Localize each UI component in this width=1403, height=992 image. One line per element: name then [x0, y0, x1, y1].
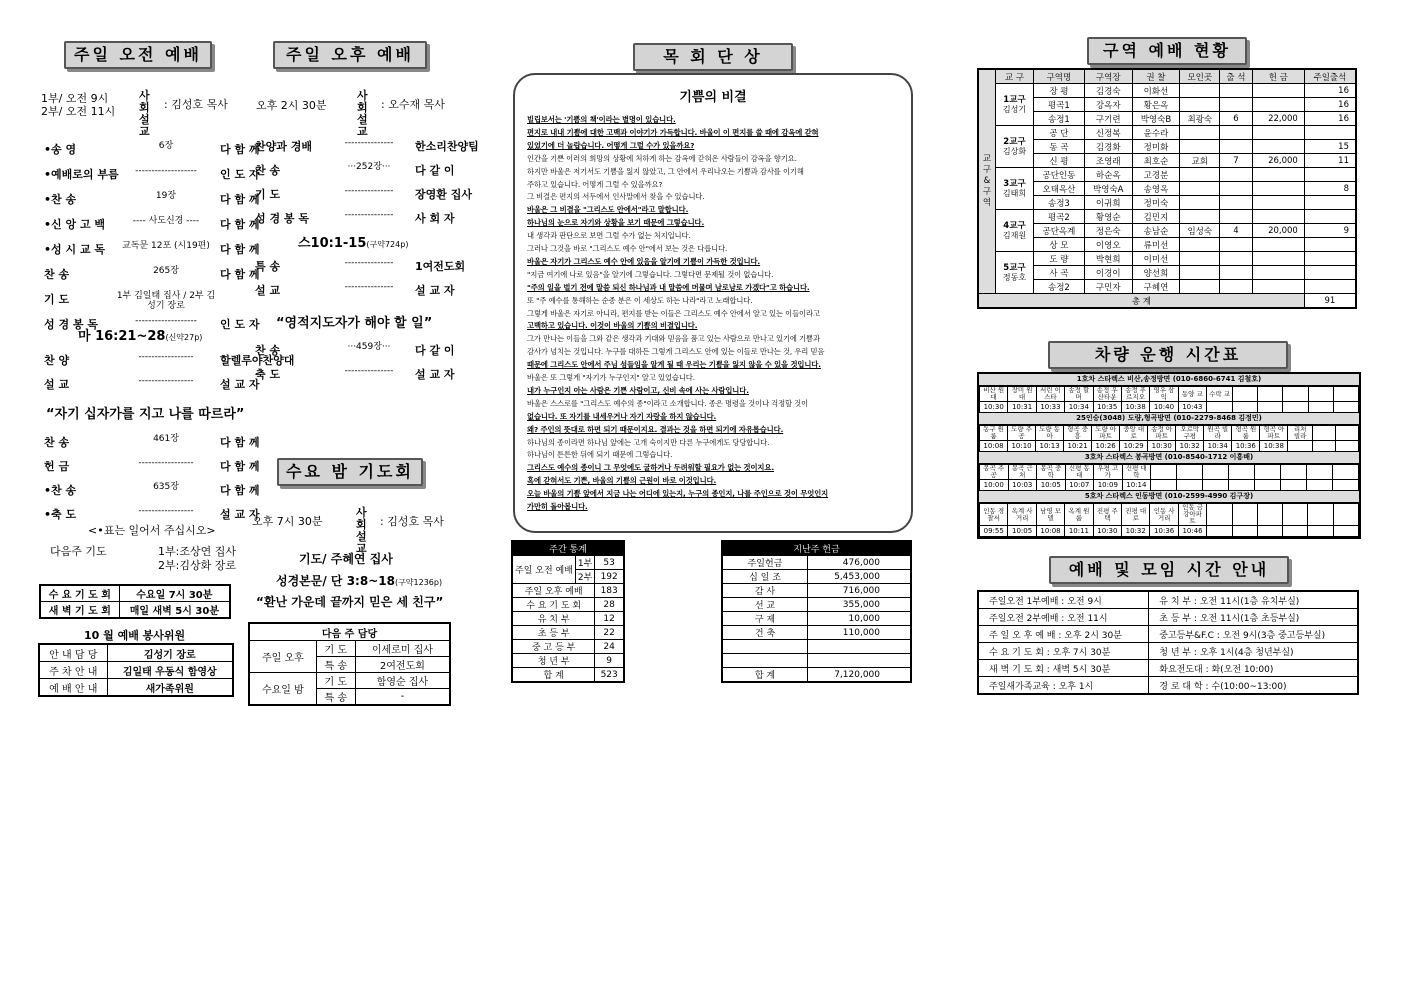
order-item-label: 찬 송	[44, 436, 70, 449]
table-row: 주일 오후 예배 183	[512, 584, 624, 598]
order-item-label: 찬 송	[44, 268, 70, 281]
order-item-label: 찬 송	[255, 164, 281, 177]
table-row: 유 치 부 12	[512, 612, 624, 626]
table-row: 주 일 오 후 예 배 : 오후 2시 30분 중고등부&F.C : 오전 9시(3층 중고등부실)	[978, 626, 1358, 643]
order-item-detail: 1부 김일태 집사 / 2부 김성기 장로	[116, 291, 216, 311]
order-item-label: 성 경 봉 독	[44, 318, 98, 331]
order-item-detail: 635장	[153, 482, 179, 492]
wednesday-leader: : 김성호 목사	[380, 515, 444, 528]
order-item-label: 찬 송	[255, 344, 281, 357]
next-week-duty-table	[248, 622, 451, 706]
table-row: 안 내 담 당 김성기 장로	[39, 644, 233, 662]
sermon-line: 그리스도 예수의 종이니 그 무엇에도 굴하거나 두려워할 필요가 없는 것이지요.	[527, 463, 774, 473]
order-item-detail: -------------------	[135, 316, 197, 326]
column-header: 교 구	[996, 69, 1034, 84]
offering-table	[721, 540, 912, 683]
table-row: 10:00 10:03 10:05 10:07 10:09 10:14	[980, 480, 1359, 491]
order-item-label: 설 교	[255, 284, 281, 297]
pastor-column-heading: 기쁨의 비결	[679, 90, 747, 105]
order-item-label: 기 도	[255, 188, 281, 201]
table-row: 십 일 조 5,453,000	[722, 570, 911, 584]
table-row: 인동 경찰서 옥계 사거리 남영 모델 옥계 원룸 진평 주택 진평 대로 인동 사거리 인동 금강아파트	[980, 504, 1359, 526]
sermon-line: 고백하고 있습니다. 이것이 바울의 기쁨의 비결입니다.	[527, 321, 698, 331]
column-header: 주일출석	[1304, 69, 1356, 84]
table-row: 송정1 구기련 박영숙B 최광숙 6 22,000 16	[978, 112, 1356, 126]
table-row: 새 벽 기 도 회 매일 새벽 5시 30분	[40, 602, 230, 619]
table-row: 주일 오후 기 도 이세로미 집사	[249, 641, 450, 657]
sermon-line: 그가 만나는 이들을 그와 같은 생각과 기대와 믿음을 품고 있는 사람으로 만나고 있기에 기쁨과	[527, 334, 820, 344]
sermon-line: 바울은 그 비결을 "그리스도 안에서"라고 말합니다.	[527, 205, 689, 215]
bus-route-name: 1호차 스타렉스 비산,송정방면 (010-6860-6741 김철호)	[979, 374, 1359, 386]
morning-time-1: 1부/ 오전 9시	[41, 92, 109, 105]
cell-worship-title: 구역 예배 현황	[1087, 37, 1247, 65]
bus-timetable	[979, 464, 1359, 491]
column-header: 출 석	[1220, 69, 1252, 84]
order-item-person: 다 함 께	[220, 484, 260, 497]
standing-note: <•표는 일어서 주십시오>	[88, 524, 216, 537]
order-item-detail: ···459장···	[347, 342, 391, 352]
sermon-line: 하지만 바울은 저기서도 기쁨을 잃지 않았고, 그 안에서 우리나오는 기쁨과 감사를 이기해	[527, 166, 804, 176]
order-item-label: •송 영	[44, 143, 77, 156]
table-row: 중 고 등 부 24	[512, 640, 624, 654]
table-row: 선 교 355,000	[722, 598, 911, 612]
column-header: 모인곳	[1180, 69, 1220, 84]
bus-route-name: 5호차 스타렉스 인동방면 (010-2599-4990 김구장)	[979, 491, 1359, 503]
bus-timetable	[979, 503, 1359, 537]
sermon-line: 하나님의 눈으로 자기와 상황을 보기 때문에 그렇습니다.	[527, 218, 705, 228]
sermon-line: 그 비결은 편지의 서두에서 인사말에서 찾을 수 있습니다.	[527, 192, 705, 202]
table-row: 특 송 2여전도회	[249, 657, 450, 673]
next-prayer-label: 다음주 기도	[50, 545, 107, 558]
table-row: 예 배 안 내 새가족위원	[39, 679, 233, 697]
order-item-person: 설 교 자	[415, 284, 455, 297]
morning-leader: : 김성호 목사	[164, 98, 228, 111]
order-item-label: •예배로의 부름	[44, 168, 119, 181]
sermon-line: 주하고 있습니다. 어떻게 그럴 수 있을까요?	[527, 179, 663, 189]
table-row: 2부 192	[512, 570, 624, 584]
order-item-person: 다 함 께	[220, 268, 260, 281]
table-row: 합 계 523	[512, 668, 624, 683]
morning-scripture: 마 16:21~28(신약27p)	[78, 329, 203, 344]
table-row: 건 축 110,000	[722, 626, 911, 640]
pastor-column-box	[513, 73, 913, 533]
order-item-label: 기 도	[44, 293, 70, 306]
table-row: 2교구 김상화 공 단 신정복 윤수라	[978, 126, 1356, 140]
order-item-person: 다 같 이	[415, 344, 455, 357]
table-row: 감 사 716,000	[722, 584, 911, 598]
next-prayer-1: 1부:조상연 집사	[158, 545, 236, 558]
side-label: 교구 & 구역	[978, 69, 996, 294]
order-item-detail: -----------------	[138, 506, 194, 516]
sermon-line: 혹에 갇혀서도 기쁜, 바울의 기쁨의 근원이 바로 이것입니다.	[527, 476, 717, 486]
sermon-line: 감사가 넘치는 것입니다. 누구를 대하든 그렇게 그리스도 안에 있는 이들로 만나는 것, 우리 믿음	[527, 347, 825, 357]
sermon-line: 편지로 내내 기쁨에 대한 고백과 이야기가 가득합니다. 바울이 이 편지를 쓸 때에 감옥에 갇혀	[527, 127, 819, 137]
order-item-detail: 6장	[158, 141, 174, 151]
table-row: 송정3 이귀희 정미숙	[978, 196, 1356, 210]
order-item-detail: ---------------	[344, 210, 394, 220]
order-item-person: 다 함 께	[220, 243, 260, 256]
order-item-label: •찬 송	[44, 193, 77, 206]
afternoon-leader: : 오수재 목사	[381, 98, 445, 111]
table-row: 구 제 10,000	[722, 612, 911, 626]
morning-sermon-title: “자기 십자가를 지고 나를 따르라”	[46, 407, 245, 422]
table-row: 총 계 91	[978, 294, 1356, 309]
table-row: 주일오전 2부예배 : 오전 11시 초 등 부 : 오전 11시(1층 초등부실)	[978, 609, 1358, 626]
table-row: 3교구 김태희 공단인동 하순옥 고경분	[978, 168, 1356, 182]
order-item-person: 1여전도회	[415, 260, 466, 273]
order-item-detail: -----------------	[138, 352, 194, 362]
afternoon-sermon-title: “영적지도자가 해야 할 일”	[276, 316, 433, 331]
table-row	[722, 640, 911, 654]
bus-schedule	[977, 372, 1361, 539]
order-item-detail: ---------------	[344, 138, 394, 148]
table-row: 주일오전 1부예배 : 오전 9시 유 치 부 : 오전 11시(1층 유치부실)	[978, 591, 1358, 609]
afternoon-time: 오후 2시 30분	[256, 99, 327, 112]
order-item-label: 설 교	[44, 378, 70, 391]
order-item-person: 다 함 께	[220, 460, 260, 473]
table-row: 신 평 조영래 최호순 교회 7 26,000 11	[978, 154, 1356, 168]
table-row: 합 계 7,120,000	[722, 668, 911, 683]
table-row: 다음 주 담당	[249, 623, 450, 641]
afternoon-leader-label: 사회 설교	[357, 89, 368, 138]
column-header: 구역명	[1033, 69, 1084, 84]
wednesday-sermon: “환난 가운데 끝까지 믿은 세 친구”	[256, 595, 444, 609]
order-item-label: •성 시 교 독	[44, 243, 106, 256]
table-row: 10:08 10:10 10:13 10:21 10:26 10:29 10:30 10:32 10:34 10:36 10:38	[980, 441, 1359, 452]
order-item-detail: ---- 사도신경 ----	[132, 216, 200, 226]
table-row: 주일 오전 예배 1부 53	[512, 556, 624, 570]
order-item-person: 사 회 자	[415, 212, 455, 225]
table-row	[512, 541, 624, 556]
table-row: 비산 원대 장미 원대 서린 이스타 송정 할머 송정 우산타운 송정 푸르지오 영우 삼익 동양 교 수락 교	[980, 387, 1359, 402]
order-item-person: 설 교 자	[220, 378, 260, 391]
order-item-detail: -----------------	[138, 376, 194, 386]
sermon-line: 인간을 기쁜 이러의 희망의 상황에 처하게 하는 감옥에 갇혀온 사람들이 감옥을 향기요.	[527, 153, 797, 163]
order-item-person: 한소리찬양팀	[415, 140, 479, 153]
cell-worship-table	[977, 68, 1357, 309]
table-row	[722, 541, 911, 556]
sermon-line: 때문에 그리스도 안에서 주님 섬들임을 알게 될 때 우리는 기쁨을 잃지 않을 수 있을 것입니다.	[527, 360, 821, 370]
morning-leader-label: 사회 설교	[139, 89, 150, 138]
order-item-person: 설 교 자	[415, 368, 455, 381]
table-row: 09:55 10:05 10:08 10:11 10:30 10:32 10:36 10:46	[980, 526, 1359, 537]
sermon-line: 없습니다. 또 자기를 내세우거나 자기 자랑을 하지 않습니다.	[527, 411, 717, 421]
table-row: 수 요 기 도 회 : 오후 7시 30분 청 년 부 : 오후 1시(4층 청년부실)	[978, 643, 1358, 660]
order-item-label: 찬양과 경배	[255, 140, 312, 153]
bus-route-name: 3호차 스타렉스 봉곡방면 (010-8540-1712 이흥배)	[979, 452, 1359, 464]
table-row: 특 송 -	[249, 689, 450, 706]
order-item-detail: ···252장···	[347, 162, 391, 172]
order-item-detail: ---------------	[344, 258, 394, 268]
table-row: 오태옥산 박영숙A 송영옥 8	[978, 182, 1356, 196]
money-header: 지난주 헌금	[722, 541, 911, 556]
stats-header: 주간 통계	[512, 541, 624, 556]
order-item-person: 다 함 께	[220, 218, 260, 231]
bus-timetable	[979, 425, 1359, 452]
sermon-line: "지금 여기에 나로 있음"을 알기에 그렇습니다. 그렇다면 문제될 것이 없습니다.	[527, 269, 774, 279]
table-row: 봉곡 주공 봉곡 근처 봉곡 중학 신평 동대 우평 고가 신평 대학	[980, 465, 1359, 480]
sermon-line: 내가 누구인지 아는 사람은 기쁜 사람이고, 신비 속에 사는 사람입니다.	[527, 385, 749, 395]
sermon-line: 오늘 바울의 기쁨 앞에서 지금 나는 어디에 있는지, 누구의 종인지, 나를 주인으로 것이 무엇인지	[527, 489, 829, 499]
sermon-line: 바울은 스스로를 "그리스도 예수의 종"이라고 소개합니다. 종은 명령을 것이나 걱정할 것이	[527, 398, 809, 408]
table-row: 동구 원룸 도량 주공 도량 동아 형곡 중흥 도량 아파트 중앙 대로 송정 아파트 오르막 구평 원곡 빌라 형곡 원룸 형곡 아파트 리처 빌라	[980, 426, 1359, 441]
order-item-detail: 교독문 12포 (시19편)	[122, 241, 210, 251]
table-row: 송정2 구민자 구혜연	[978, 280, 1356, 294]
table-row: 청 년 부 9	[512, 654, 624, 668]
table-row: 1교구 김성기 장 평 김경숙 이화선 16	[978, 84, 1356, 98]
table-row: 평곡1 강옥자 황은옥 16	[978, 98, 1356, 112]
sermon-line: 그러나 그것을 바로 "그리스도 예수 안"에서 보는 것은 다릅니다.	[527, 244, 728, 253]
order-item-label: 특 송	[255, 260, 281, 273]
order-item-detail: -----------------	[138, 458, 194, 468]
column-header: 헌 금	[1252, 69, 1304, 84]
weekly-stats-table	[511, 540, 625, 683]
pastor-column-title: 목 회 단 상	[633, 43, 793, 71]
service-committee-title: 10 월 예배 봉사위원	[84, 629, 186, 642]
table-row: 동 곡 김경화 정미화 15	[978, 140, 1356, 154]
sermon-line: 하나님이 튼튼한 뒤에 되기 때문에 그렇습니다.	[527, 450, 673, 460]
order-item-person: 장영환 집사	[415, 188, 472, 201]
sermon-line: 또 "주 예수를 통해하는 순종 분은 이 세상도 하는 나라"라고 노래합니다.	[527, 295, 753, 305]
sermon-line: 바울은 또 그렇게 "자기가 누구인지" 알고 있었습니다.	[527, 373, 695, 382]
sermon-line: 바울은 자기가 그리스도 예수 안에 있음을 알기에 기쁨이 가득한 것입니다.	[527, 256, 761, 266]
afternoon-scripture: 스10:1-15(구약724p)	[298, 236, 409, 251]
meeting-times-table	[39, 584, 231, 619]
wednesday-service-title: 수요 밤 기도회	[277, 458, 423, 486]
order-item-detail: ---------------	[344, 366, 394, 376]
table-row: 사 곡 이경이 양선희	[978, 266, 1356, 280]
table-row: 새 벽 기 도 회 : 새벽 5시 30분 화요전도대 : 화(오전 10:00)	[978, 660, 1358, 677]
order-item-detail: 265장	[153, 266, 179, 276]
sermon-line: 그렇게 바울은 자기로 아니라, 편지를 받는 이들은 그리스도 예수 안에서 알고 있는 이들이라고	[527, 308, 820, 318]
morning-service-title: 주일 오전 예배	[64, 41, 212, 69]
order-item-person: 인 도 자	[220, 318, 260, 331]
order-item-detail: 19장	[155, 191, 177, 201]
order-item-person: 다 함 께	[220, 436, 260, 449]
column-header: 구역장	[1084, 69, 1132, 84]
order-item-person: 설 교 자	[220, 508, 260, 521]
order-item-person: 다 함 께	[220, 143, 260, 156]
wednesday-time: 오후 7시 30분	[252, 515, 323, 528]
order-item-label: •신 앙 고 백	[44, 218, 106, 231]
table-row: 수 요 기 도 회 28	[512, 598, 624, 612]
order-item-label: •축 도	[44, 508, 77, 521]
next-prayer-2: 2부:김상화 장로	[158, 559, 236, 572]
service-committee-table	[38, 643, 234, 697]
order-item-label: 축 도	[255, 368, 281, 381]
sermon-line: 빌립보서는 '기쁨의 책'이라는 별명이 있습니다.	[527, 115, 676, 124]
order-item-detail: 461장	[153, 434, 179, 444]
bus-schedule-title: 차량 운행 시간표	[1048, 341, 1288, 369]
order-item-label: 찬 양	[44, 354, 70, 367]
wednesday-scripture: 성경본문/ 단 3:8~18(구약1236p)	[276, 574, 443, 588]
order-item-detail: ---------------	[344, 186, 394, 196]
table-row	[722, 654, 911, 668]
table-row: 10:30 10:31 10:33 10:34 10:35 10:38 10:40 10:43	[980, 402, 1359, 413]
sermon-line: 왜? 주인의 뜻대로 하면 되기 때문이지요. 결과는 것을 하면 되기에 자유롭습니다.	[527, 424, 784, 434]
meeting-info-title: 예배 및 모임 시간 안내	[1049, 556, 1289, 584]
order-item-label: 성 경 봉 독	[255, 212, 309, 225]
order-item-person: 인 도 자	[220, 168, 260, 181]
table-row: 5교구 정동호 도 량 박현희 이미선	[978, 252, 1356, 266]
table-row: 4교구 김재원 평곡2 황영순 김민지	[978, 210, 1356, 224]
order-item-person: 다 같 이	[415, 164, 455, 177]
sermon-line: 가만히 돌아봅니다.	[527, 502, 588, 511]
table-row: 주 차 안 내 김일태 우동식 함영상	[39, 662, 233, 679]
table-row: 수요일 밤 기 도 함영순 집사	[249, 673, 450, 689]
table-row: 수 요 기 도 회 수요일 7시 30분	[40, 585, 230, 602]
table-row: 상 모 이영오 류미선	[978, 238, 1356, 252]
meeting-info-table	[977, 590, 1359, 695]
order-item-person: 다 함 께	[220, 193, 260, 206]
order-item-label: 헌 금	[44, 460, 70, 473]
table-row	[978, 69, 1356, 84]
wednesday-leader-label: 사회 설교	[356, 506, 367, 555]
order-item-person: 할렐루야찬양대	[220, 354, 295, 367]
table-row: 초 등 부 22	[512, 626, 624, 640]
order-item-detail: ---------------	[344, 282, 394, 292]
order-item-label: •찬 송	[44, 484, 77, 497]
bus-route-name: 25인승(3048) 도량,형곡방면 (010-2279-8468 김정민)	[979, 413, 1359, 425]
table-row: 주일헌금 476,000	[722, 556, 911, 570]
afternoon-service-title: 주일 오후 예배	[273, 41, 427, 69]
wednesday-prayer: 기도/ 주혜연 집사	[299, 552, 393, 566]
sermon-line: 있었기에 더 놀랍습니다. 어떻게 그럴 수가 있을까요?	[527, 140, 695, 150]
morning-time-2: 2부/ 오전 11시	[41, 105, 116, 118]
order-item-detail: -------------------	[135, 166, 197, 176]
column-header: 권 찰	[1132, 69, 1180, 84]
table-row: 공단옥계 정은숙 송남순 임성숙 4 20,000 9	[978, 224, 1356, 238]
sermon-line: "주의 일을 벌기 전에 말씀 되신 하나님과 내 말씀에 머물며 남로남로 가겠다"고 하습니다.	[527, 282, 810, 292]
table-row: 주일새가족교육 : 오후 1시 경 로 대 학 : 수(10:00~13:00)	[978, 677, 1358, 695]
sermon-line: 내 생각과 판단으로 보면 그럴 수가 없는 처지입니다.	[527, 231, 691, 241]
sermon-line: 하나님의 종이라면 하나님 앞에는 고개 숙이지만 다른 누구에게도 당당합니다.	[527, 437, 770, 447]
bus-timetable	[979, 386, 1359, 413]
